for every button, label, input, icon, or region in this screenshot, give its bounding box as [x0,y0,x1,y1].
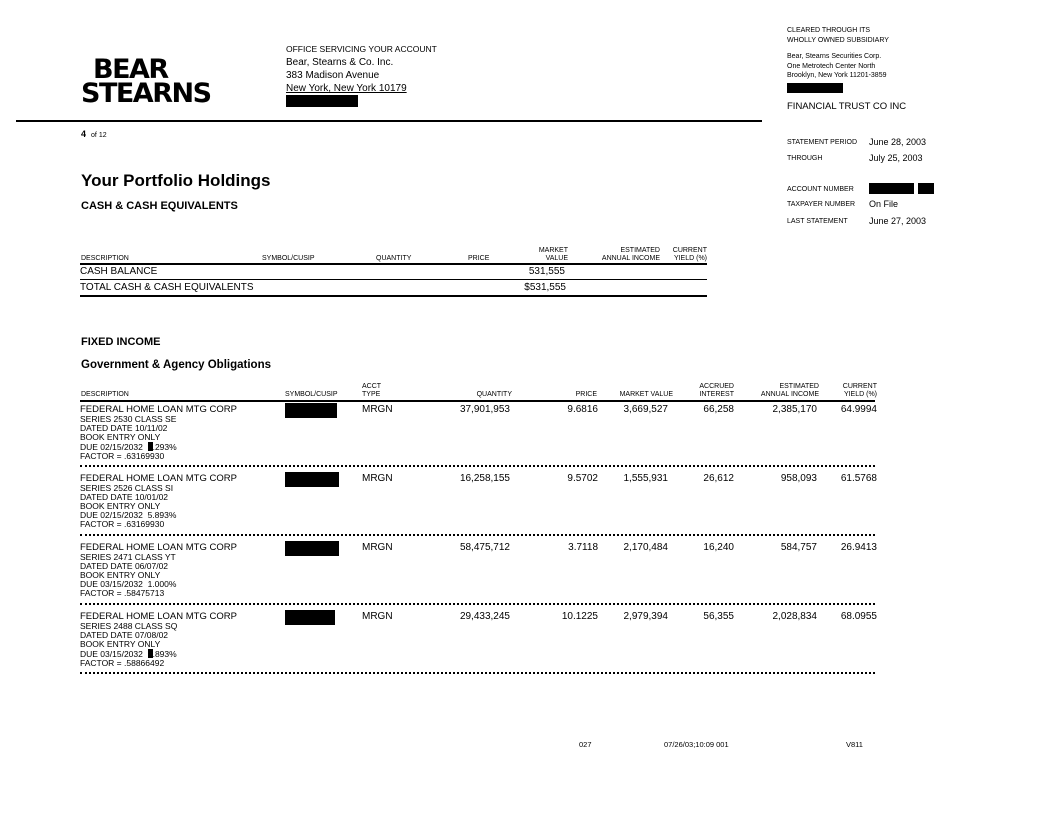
description-dated: DATED DATE 07/08/02 [80,630,169,640]
coupon-rate: 5.893% [147,510,177,520]
logo-line-2: STEARNS [81,78,211,109]
description-series: SERIES 2471 CLASS YT [80,552,176,562]
through-value: July 25, 2003 [869,153,923,163]
account-number-label: ACCOUNT NUMBER [787,186,854,193]
description-series: SERIES 2530 CLASS SE [80,414,177,424]
row-separator [80,534,875,539]
fi-col-est-income [752,383,819,399]
cash-col-est-income [595,247,660,263]
description-issuer: FEDERAL HOME LOAN MTG CORP [80,473,237,484]
description-book: BOOK ENTRY ONLY [80,570,161,580]
row-separator [80,465,875,470]
description-issuer: FEDERAL HOME LOAN MTG CORP [80,542,237,553]
acct-type: MRGN [362,473,393,484]
description-factor: FACTOR = .63169930 [80,519,165,529]
description-book: BOOK ENTRY ONLY [80,639,161,649]
cash-total-value: $531,555 [524,282,566,293]
redaction-bar [787,83,843,93]
security-description [80,611,237,668]
acct-type: MRGN [362,542,393,553]
cash-col-symbol: SYMBOL/CUSIP [262,255,315,262]
header-line: CURRENT [672,247,707,254]
taxpayer-number-label: TAXPAYER NUMBER [787,201,856,208]
due-date: DUE 03/15/2032 [80,649,143,659]
account-holder: FINANCIAL TRUST CO INC [787,101,907,112]
row-separator [80,672,875,677]
security-description [80,404,237,461]
statement-period-value: June 28, 2003 [869,137,927,147]
header-line: ESTIMATED [779,383,819,390]
description-factor: FACTOR = .58475713 [80,588,165,598]
bear-stearns-logo [81,54,211,109]
description-dated: DATED DATE 10/11/02 [80,423,168,433]
footer-version: V811 [846,740,863,749]
estimated-annual-income: 584,757 [780,542,817,553]
header-line: MARKET [538,247,568,254]
clearing-title-1: CLEARED THROUGH ITS [787,27,871,34]
footer-timestamp: 07/26/03;10:09 001 [664,740,729,749]
fi-col-symbol: SYMBOL/CUSIP [285,391,338,398]
accrued-interest: 16,240 [703,542,734,553]
cash-col-price: PRICE [468,255,490,262]
estimated-annual-income: 2,028,834 [772,611,817,622]
coupon-rate: .293% [152,442,177,452]
office-title: OFFICE SERVICING YOUR ACCOUNT [286,44,437,54]
description-dated: DATED DATE 06/07/02 [80,561,169,571]
account-number-redaction [918,183,934,194]
cusip-redaction [285,472,339,487]
header-line: ESTIMATED [620,247,660,254]
fi-col-yield [836,383,877,399]
row-separator [80,603,875,608]
office-line-1: Bear, Stearns & Co. Inc. [286,57,394,68]
cash-total-label: TOTAL CASH & CASH EQUIVALENTS [80,282,254,293]
taxpayer-number-value: On File [869,199,899,209]
description-factor: FACTOR = .58866492 [80,658,165,668]
office-servicing-block [286,43,437,111]
estimated-annual-income: 958,093 [780,473,817,484]
header-line: ACCRUED [699,383,734,390]
market-value: 1,555,931 [623,473,668,484]
due-date: DUE 02/15/2032 [80,510,143,520]
header-line: YIELD (%) [673,255,707,262]
estimated-annual-income: 2,385,170 [772,404,817,415]
coupon-rate: .893% [152,649,177,659]
last-statement-value: June 27, 2003 [869,216,927,226]
fixed-income-heading: FIXED INCOME [81,336,161,348]
market-value: 3,669,527 [623,404,668,415]
fi-col-acct-type [362,383,381,399]
cash-header-rule [80,263,707,265]
header-line: INTEREST [699,391,734,398]
header-line: ACCT [362,383,382,390]
accrued-interest: 66,258 [703,404,734,415]
redaction-bar [286,95,358,107]
clearing-address-3: Brooklyn, New York 11201-3859 [787,72,887,79]
price: 9.5702 [567,473,598,484]
statement-period-label: STATEMENT PERIOD [787,139,858,146]
fi-header-rule [80,400,875,402]
cash-balance-value: 531,555 [528,266,565,277]
acct-type: MRGN [362,611,393,622]
header-line: CURRENT [842,383,877,390]
cash-col-yield [668,247,707,263]
description-series: SERIES 2488 CLASS SQ [80,621,178,631]
price: 3.7118 [568,542,598,553]
price: 10.1225 [561,611,598,622]
current-yield: 68.0955 [840,611,877,622]
security-description [80,542,237,598]
footer-code: 027 [579,740,592,749]
cash-row-rule [80,279,707,280]
cusip-redaction [285,610,335,625]
quantity: 58,475,712 [459,542,510,553]
quantity: 16,258,155 [459,473,510,484]
due-date: DUE 03/15/2032 [80,579,143,589]
page-number [81,129,107,139]
logo-line-1: BEAR [93,54,168,85]
description-factor: FACTOR = .63169930 [80,451,165,461]
cash-col-quantity: QUANTITY [376,255,412,262]
clearing-address-1: Bear, Stearns Securities Corp. [787,53,882,60]
header-line: TYPE [362,391,381,398]
fi-col-price: PRICE [575,391,597,398]
fi-col-quantity: QUANTITY [476,391,512,398]
header-line: YIELD (%) [843,391,877,398]
cash-heading: CASH & CASH EQUIVALENTS [81,200,238,212]
quantity: 29,433,245 [459,611,510,622]
price: 9.6816 [567,404,598,415]
office-line-3: New York, New York 10179 [286,83,407,94]
header-rule [16,120,762,122]
description-book: BOOK ENTRY ONLY [80,501,161,511]
cash-col-market-value [520,247,568,263]
last-statement-label: LAST STATEMENT [787,218,848,225]
description-book: BOOK ENTRY ONLY [80,432,161,442]
current-yield: 64.9994 [840,404,877,415]
description-issuer: FEDERAL HOME LOAN MTG CORP [80,404,237,415]
government-agency-heading: Government & Agency Obligations [81,359,271,371]
accrued-interest: 56,355 [703,611,734,622]
cusip-redaction [285,541,339,556]
market-value: 2,170,484 [623,542,668,553]
clearing-title-2: WHOLLY OWNED SUBSIDIARY [787,36,889,44]
fi-col-market-value: MARKET VALUE [619,391,673,398]
clearing-address-2: One Metrotech Center North [787,62,876,70]
description-series: SERIES 2526 CLASS SI [80,483,174,493]
quantity: 37,901,953 [459,404,510,415]
account-number-redaction [869,183,914,194]
page-number-of: of 12 [91,132,107,139]
page-number-value: 4 [81,129,87,139]
accrued-interest: 26,612 [703,473,734,484]
description-dated: DATED DATE 10/01/02 [80,492,169,502]
coupon-rate: 1.000% [147,579,177,589]
cash-total-rule [80,295,707,297]
cusip-redaction [285,403,337,418]
fi-col-accrued [690,383,734,399]
header-line: ANNUAL INCOME [601,255,660,262]
office-line-2: 383 Madison Avenue [286,70,380,81]
through-label: THROUGH [787,155,823,162]
market-value: 2,979,394 [623,611,668,622]
cash-balance-label: CASH BALANCE [80,266,158,277]
current-yield: 61.5768 [840,473,877,484]
clearing-block [787,26,889,96]
security-description [80,473,237,529]
header-line: ANNUAL INCOME [760,391,819,398]
due-date: DUE 02/15/2032 [80,442,143,452]
current-yield: 26.9413 [840,542,877,553]
cash-col-description: DESCRIPTION [81,255,129,262]
acct-type: MRGN [362,404,393,415]
page-title: Your Portfolio Holdings [81,171,271,190]
description-issuer: FEDERAL HOME LOAN MTG CORP [80,611,237,622]
fi-col-description: DESCRIPTION [81,391,129,398]
header-line: VALUE [545,255,568,262]
